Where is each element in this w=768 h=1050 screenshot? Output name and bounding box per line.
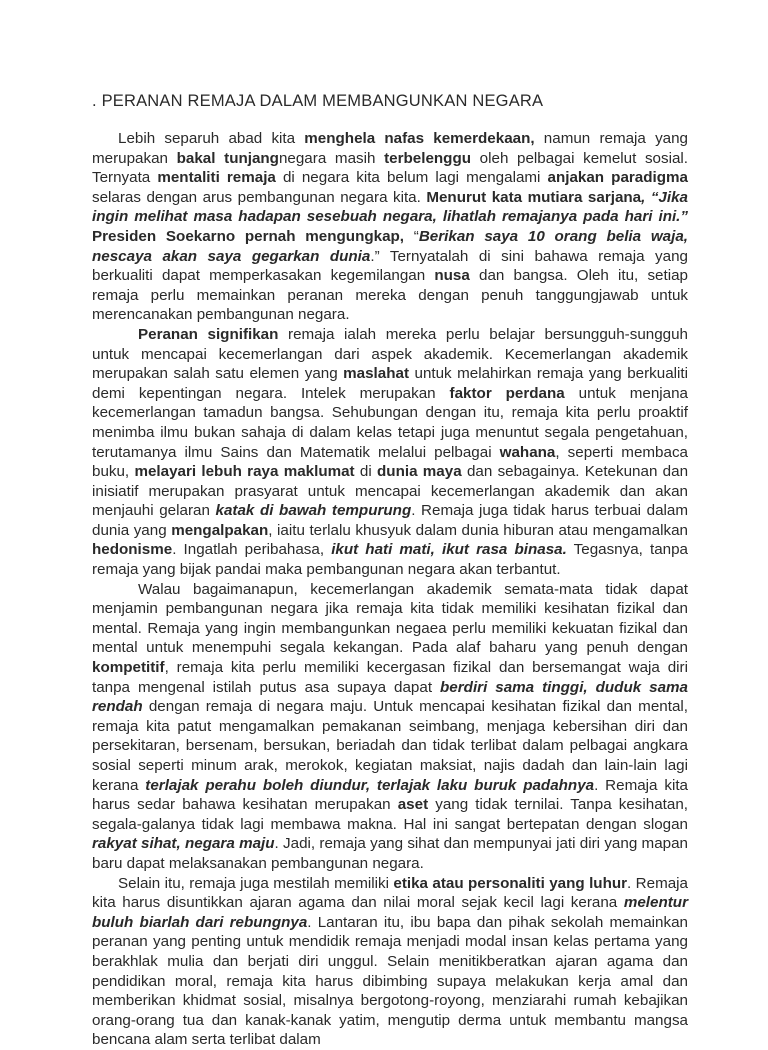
text-run: Selain itu, remaja juga mestilah memiliki bbox=[118, 874, 394, 892]
text-run: Lebih separuh abad kita bbox=[118, 130, 305, 147]
bold-term: etika atau personaliti yang luhur bbox=[393, 874, 628, 892]
paragraph-4 bbox=[92, 874, 688, 1050]
bold-italic-phrase: “Jika ingin melihat masa hadapan sesebuah negara, lihatlah remajanya pada hari ini.” bbox=[92, 188, 688, 226]
bold-term: anjakan paradigma bbox=[547, 169, 688, 187]
bold-italic-phrase: Berikan saya 10 orang belia waja, nescaya akan saya gegarkan dunia bbox=[92, 227, 688, 265]
text-run: negara masih bbox=[278, 149, 385, 167]
text-run: untuk melahirkan remaja yang berkualiti demi kepentingan negara. Intelek merupakan bbox=[92, 365, 688, 402]
bold-italic-phrase: terlajak perahu boleh diundur, terlajak laku buruk padahnya bbox=[145, 776, 595, 794]
text-run: .” Ternyatalah di sini bahawa remaja yang berkualiti dapat memperkasakan kegemilangan bbox=[92, 247, 688, 285]
text-run: remaja ialah mereka perlu belajar bersungguh-sungguh untuk mencapai kecemerlangan dari aspek akademik. Kecemerlangan akademik merupakan salah satu elemen yang bbox=[92, 325, 689, 383]
text-run: di negara kita belum lagi mengalami bbox=[275, 169, 548, 187]
text-run: namun remaja yang merupakan bbox=[92, 130, 689, 167]
paragraph-1 bbox=[92, 129, 688, 325]
bold-italic-phrase: ikut hati mati, ikut rasa binasa. bbox=[331, 541, 567, 559]
text-run: . Remaja juga tidak harus terbuai dalam dunia yang bbox=[92, 502, 688, 539]
bold-italic-phrase: rakyat sihat, negara maju bbox=[92, 835, 275, 853]
text-run: . Remaja kita harus disuntikkan ajaran agama dan nilai moral sejak kecil lagi kerana bbox=[92, 874, 688, 912]
bold-term: mentaliti remaja bbox=[157, 169, 276, 187]
bold-term: Menurut kata mutiara sarjana bbox=[426, 188, 642, 206]
text-run: selaras dengan arus pembangunan negara kita. bbox=[92, 188, 427, 206]
bold-term: terbelenggu bbox=[384, 149, 472, 167]
text-run: dan bangsa. Oleh itu, setiap remaja perlu memainkan peranan mereka dengan penuh tanggungjawab untuk merencanakan pembangunan negara. bbox=[92, 267, 688, 324]
bold-term: mengalpakan bbox=[171, 521, 269, 539]
bold-term: Presiden Soekarno pernah mengungkap, bbox=[92, 227, 405, 245]
text-run: untuk menjana kecemerlangan tamadun bangsa. Sehubungan dengan itu, remaja kita perlu proaktif menimba ilmu bukan sahaja di dalam kelas tetapi juga menuntut segala pengetahuan, terutamanya ilmu Sains dan Matematik melalui pelbagai bbox=[92, 384, 688, 461]
text-run: , seperti membaca buku, bbox=[92, 443, 688, 481]
bold-term: aset bbox=[397, 796, 429, 814]
bold-term: maslahat bbox=[343, 365, 410, 383]
bold-term: faktor perdana bbox=[449, 384, 565, 402]
bold-italic-phrase: melentur buluh biarlah dari rebungnya bbox=[92, 894, 688, 931]
bold-term: hedonisme bbox=[92, 541, 173, 559]
text-run: dengan remaja di negara maju. Untuk mencapai kesihatan fizikal dan mental, remaja kita patut mengamalkan pemakanan seimbang, menjaga kebersihan diri dan persekitaran, bersenam, bersukan, beriadah dan tidak terlibat dalam pelbagai angkara sosial seperti minum arak, merokok, kegiatan maksiat, najis dadah dan lain-lain lagi kerana bbox=[92, 698, 688, 794]
text-run: Tegasnya, tanpa remaja yang bijak pandai maka pembangunan negara akan terbantut. bbox=[92, 541, 689, 579]
bold-term: nusa bbox=[434, 267, 470, 285]
bold-italic-phrase: katak di bawah tempurung bbox=[215, 502, 412, 520]
text-run: dan sebagainya. Ketekunan dan inisiatif merupakan prasyarat untuk mencapai kecemerlangan akademik dan akan menjauhi gelaran bbox=[92, 463, 689, 520]
text-run: . Jadi, remaja yang sihat dan mempunyai jati diri yang mapan baru dapat melaksanakan pembangunan negara. bbox=[92, 835, 688, 872]
bold-term: Peranan signifikan bbox=[138, 325, 279, 343]
page-title: . PERANAN REMAJA DALAM MEMBANGUNKAN NEGARA bbox=[92, 92, 544, 110]
bold-italic-phrase: berdiri sama tinggi, duduk sama rendah bbox=[92, 678, 689, 716]
bold-italic-phrase: , bbox=[641, 188, 651, 206]
bold-term: wahana bbox=[499, 443, 556, 461]
text-run: , remaja kita perlu memiliki kecergasan fizikal dan bersemangat waja diri tanpa mengenal istilah putus asa supaya dapat bbox=[92, 659, 688, 696]
text-run: . Lantaran itu, ibu bapa dan pihak sekolah memainkan peranan yang penting untuk mendidik remaja menjadi modal insan kelas pertama yang berakhlak mulia dan berjati diri unggul. Selain menitikberatkan ajaran agama dan pendidikan moral, remaja kita harus dibimbing supaya melakukan kerja amal dan memberikan khidmat sosial, misalnya bergotong-royong, menziarahi rumah kebajikan orang-orang tua dan kanak-kanak yatim, mengutip derma untuk membantu mangsa bencana alam serta terlibat dalam bbox=[92, 913, 688, 1049]
text-run: yang tidak ternilai. Tanpa kesihatan, segala-galanya tidak lagi membawa makna. Hal ini sangat bertepatan dengan slogan bbox=[92, 796, 688, 833]
paragraph-3 bbox=[92, 580, 688, 874]
bold-term: dunia maya bbox=[377, 463, 462, 481]
text-run: . Remaja kita harus sedar bahawa kesihatan merupakan bbox=[92, 776, 688, 814]
bold-term: menghela nafas kemerdekaan, bbox=[304, 130, 535, 147]
text-run: . Ingatlah peribahasa, bbox=[172, 541, 332, 559]
text-run: Walau bagaimanapun, kecemerlangan akademik semata-mata tidak dapat menjamin pembangunan negara jika remaja kita tidak memiliki kesihatan fizikal dan mental. Remaja yang ingin membangunkan negaea perlu memiliki kekuatan fizikal dan mental untuk menempuhi segala kekangan. Pada alaf baharu yang penuh dengan bbox=[92, 580, 688, 657]
paragraph-2 bbox=[92, 325, 688, 580]
text-run: di bbox=[354, 463, 378, 481]
text-run: , iaitu terlalu khusyuk dalam dunia hiburan atau mengamalkan bbox=[268, 521, 688, 539]
bold-term: kompetitif bbox=[92, 659, 165, 677]
bold-term: melayari lebuh raya maklumat bbox=[134, 463, 355, 481]
bold-term: bakal tunjang bbox=[176, 149, 279, 167]
text-run: “ bbox=[404, 227, 419, 245]
text-run: oleh pelbagai kemelut sosial. Ternyata bbox=[92, 149, 689, 187]
